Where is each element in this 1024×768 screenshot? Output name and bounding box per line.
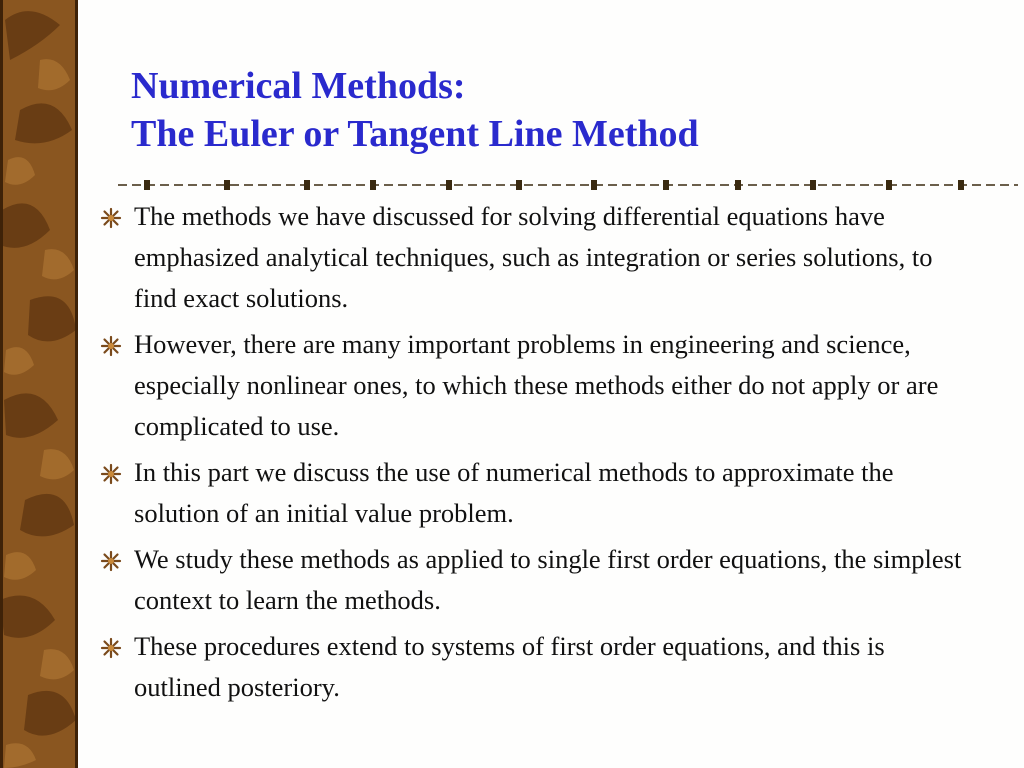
bullet-text: These procedures extend to systems of first order equations, and this is outlined posteriory. bbox=[134, 631, 885, 702]
asterisk-star-icon bbox=[100, 207, 122, 229]
bullet-item bbox=[96, 626, 976, 708]
asterisk-star-icon bbox=[100, 463, 122, 485]
title-line-2: The Euler or Tangent Line Method bbox=[131, 113, 699, 155]
bullet-text: The methods we have discussed for solving differential equations have emphasized analytical techniques, such as integration or series solutions, to find exact solutions. bbox=[134, 201, 933, 313]
bullet-item bbox=[96, 196, 976, 319]
asterisk-star-icon bbox=[100, 550, 122, 572]
slide-title bbox=[131, 62, 991, 158]
decorative-dashed-divider bbox=[118, 178, 1018, 192]
asterisk-star-icon bbox=[100, 335, 122, 357]
bullet-text: However, there are many important problems in engineering and science, especially nonlinear ones, to which these methods either do not apply or are complicated to use. bbox=[134, 329, 939, 441]
decorative-wood-strip bbox=[0, 0, 78, 768]
bullet-item bbox=[96, 452, 976, 534]
bullet-list bbox=[96, 196, 976, 713]
leaf-pattern-icon bbox=[0, 0, 78, 768]
bullet-text: In this part we discuss the use of numerical methods to approximate the solution of an initial value problem. bbox=[134, 457, 894, 528]
bullet-text: We study these methods as applied to single first order equations, the simplest context to learn the methods. bbox=[134, 544, 962, 615]
title-line-1: Numerical Methods: bbox=[131, 65, 466, 107]
bullet-item bbox=[96, 324, 976, 447]
bullet-item bbox=[96, 539, 976, 621]
asterisk-star-icon bbox=[100, 637, 122, 659]
